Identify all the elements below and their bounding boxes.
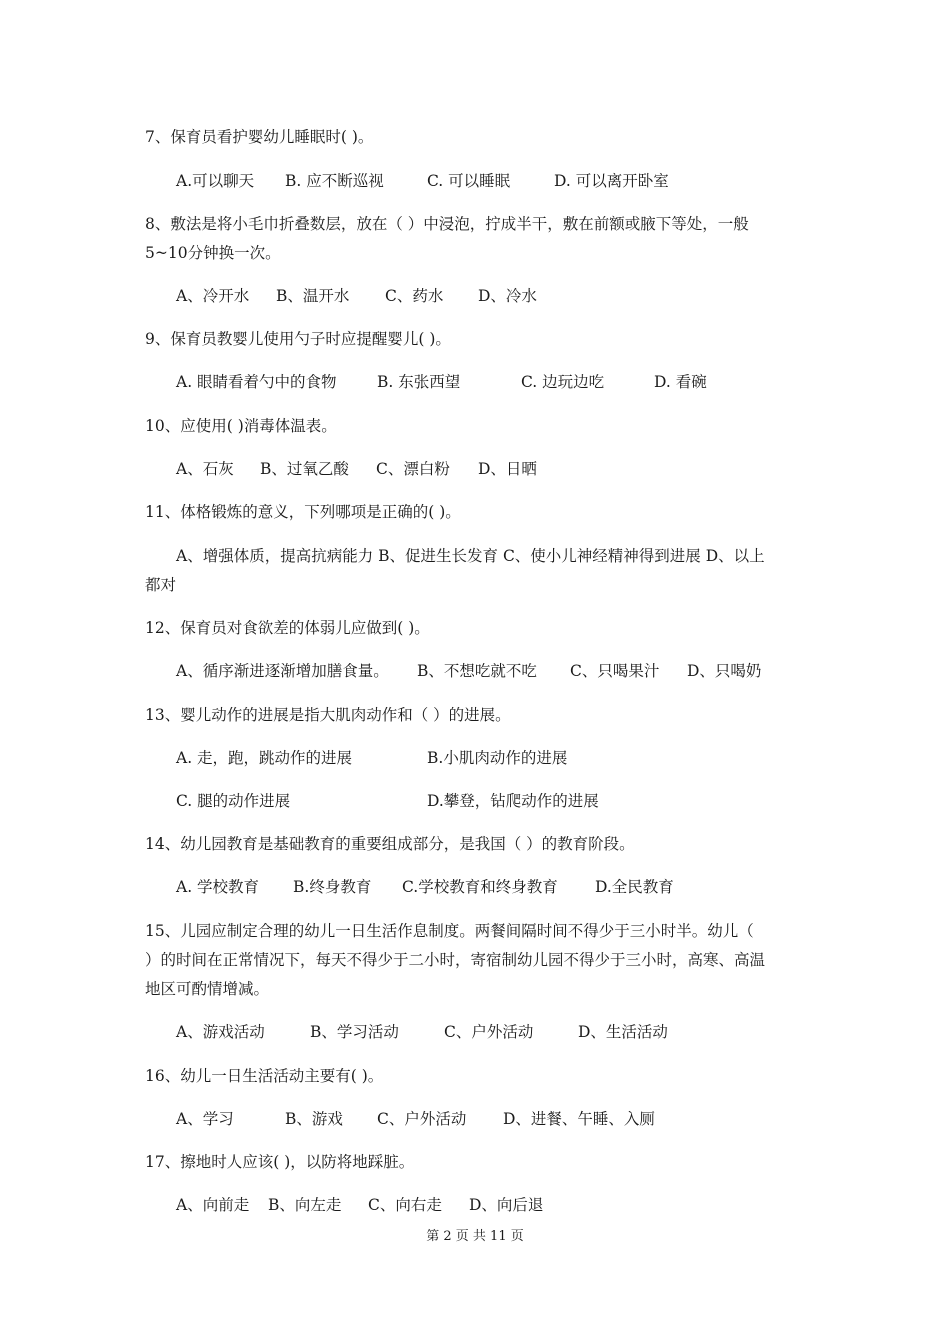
option-c: C、户外活动 [444, 1023, 534, 1041]
question-11-stem: 11、体格锻炼的意义，下列哪项是正确的( )。 [145, 503, 461, 521]
option-d: D、向后退 [469, 1196, 544, 1214]
option-c: C、只喝果汁 [570, 662, 660, 680]
option-a: A、游戏活动 [176, 1023, 265, 1041]
option-b: B、学习活动 [310, 1023, 399, 1041]
question-11-options-line2: 都对 [145, 576, 177, 594]
option-d: D.攀登，钻爬动作的进展 [427, 792, 599, 810]
option-d: D、进餐、午睡、入厕 [503, 1110, 655, 1128]
option-d: D、日晒 [478, 460, 537, 478]
question-16-stem: 16、幼儿一日生活活动主要有( )。 [145, 1067, 384, 1085]
option-d: D. 看碗 [654, 373, 707, 391]
option-a: A、石灰 [176, 460, 234, 478]
option-b: B、温开水 [276, 287, 350, 305]
question-8-stem-line2: 5~10分钟换一次。 [145, 244, 281, 262]
question-17-stem: 17、擦地时人应该( )，以防将地踩脏。 [145, 1153, 415, 1171]
option-a: A、冷开水 [176, 287, 250, 305]
option-c: C、药水 [385, 287, 444, 305]
option-a: A. 走，跑，跳动作的进展 [176, 749, 353, 767]
option-d: D、生活活动 [578, 1023, 668, 1041]
option-c: C.学校教育和终身教育 [402, 878, 558, 896]
question-14-stem: 14、幼儿园教育是基础教育的重要组成部分，是我国（ ）的教育阶段。 [145, 835, 635, 853]
question-15-stem-line3: 地区可酌情增减。 [145, 980, 270, 998]
option-a: A.可以聊天 [176, 172, 255, 190]
question-12-stem: 12、保育员对食欲差的体弱儿应做到( )。 [145, 619, 430, 637]
question-11-options-line1: A、增强体质，提高抗病能力 B、促进生长发育 C、使小儿神经精神得到进展 D、以上 [176, 547, 765, 565]
option-b: B、不想吃就不吃 [417, 662, 537, 680]
option-a: A、向前走 [176, 1196, 250, 1214]
option-c: C. 可以睡眠 [427, 172, 511, 190]
option-a: A、循序渐进逐渐增加膳食量。 [176, 662, 389, 680]
option-d: D.全民教育 [595, 878, 674, 896]
question-10-stem: 10、应使用( )消毒体温表。 [145, 417, 337, 435]
option-c: C. 边玩边吃 [521, 373, 605, 391]
option-d: D. 可以离开卧室 [554, 172, 669, 190]
option-a: A. 眼睛看着勺中的食物 [176, 373, 337, 391]
question-8-stem-line1: 8、敷法是将小毛巾折叠数层，放在（ ）中浸泡，拧成半干，敷在前额或腋下等处，一般 [145, 215, 749, 233]
option-b: B、游戏 [285, 1110, 343, 1128]
page-number-footer: 第 2 页 共 11 页 [426, 1229, 524, 1244]
option-b: B、向左走 [268, 1196, 342, 1214]
option-b: B. 应不断巡视 [285, 172, 384, 190]
question-15-stem-line1: 15、儿园应制定合理的幼儿一日生活作息制度。两餐间隔时间不得少于三小时半。幼儿（ [145, 922, 754, 940]
question-15-stem-line2: ）的时间在正常情况下，每天不得少于二小时，寄宿制幼儿园不得少于三小时，高寒、高温 [145, 951, 766, 969]
question-9-stem: 9、保育员教婴儿使用勺子时应提醒婴儿( )。 [145, 330, 451, 348]
question-7-stem: 7、保育员看护婴幼儿睡眠时( )。 [145, 128, 374, 146]
option-d: D、只喝奶 [687, 662, 762, 680]
option-c: C、向右走 [368, 1196, 442, 1214]
option-b: B.终身教育 [293, 878, 372, 896]
option-c: C、户外活动 [377, 1110, 467, 1128]
option-b: B. 东张西望 [377, 373, 461, 391]
question-13-stem: 13、婴儿动作的进展是指大肌肉动作和（ ）的进展。 [145, 706, 511, 724]
option-d: D、冷水 [478, 287, 537, 305]
option-c: C. 腿的动作进展 [176, 792, 291, 810]
option-a: A、学习 [176, 1110, 234, 1128]
option-c: C、漂白粉 [376, 460, 450, 478]
option-a: A. 学校教育 [176, 878, 260, 896]
option-b: B.小肌肉动作的进展 [427, 749, 568, 767]
option-b: B、过氧乙酸 [260, 460, 349, 478]
